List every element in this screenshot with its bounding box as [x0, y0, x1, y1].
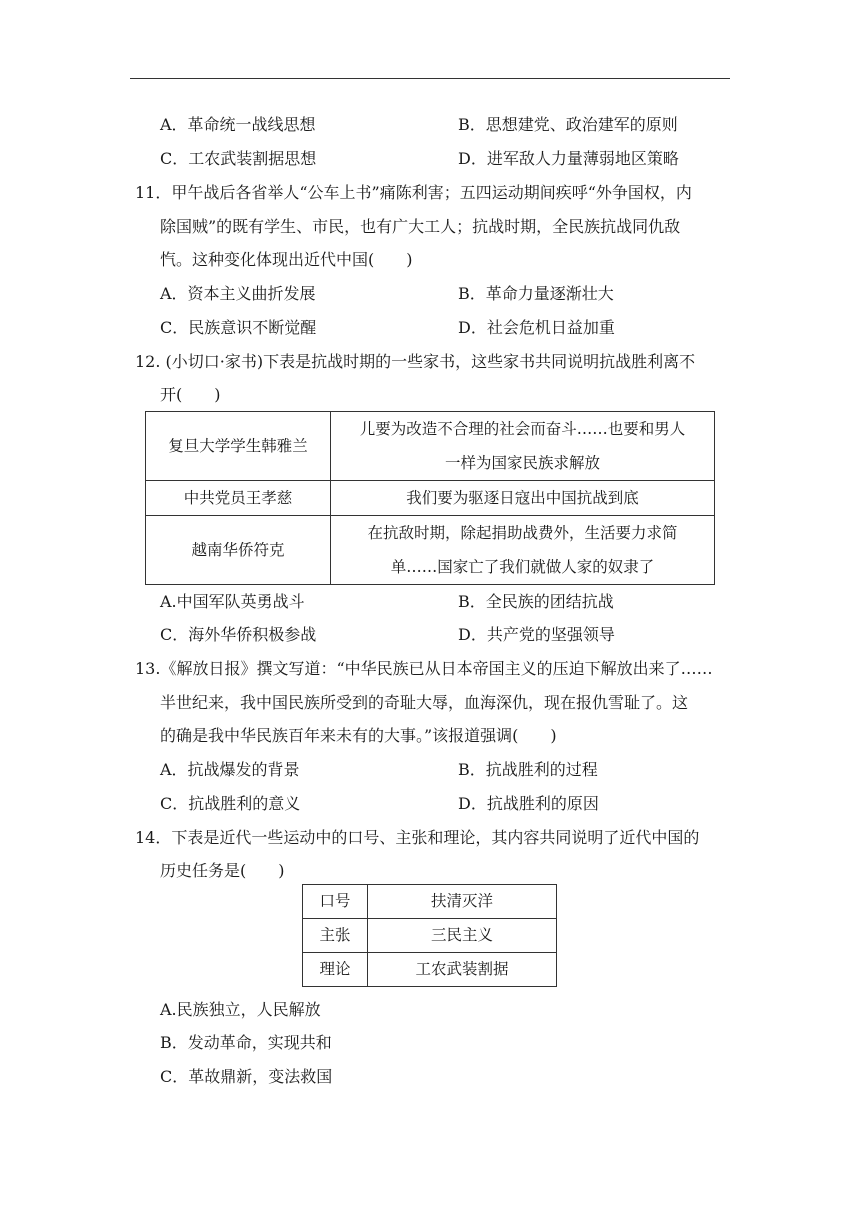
- q13-option-c[interactable]: C．抗战胜利的意义: [160, 794, 301, 813]
- q12-stem-line2: 开( ): [160, 385, 221, 404]
- q10-option-b[interactable]: B．思想建党、政治建军的原则: [458, 115, 678, 134]
- q12-option-b[interactable]: B．全民族的团结抗战: [458, 592, 614, 611]
- q14-slogans-table: [302, 884, 557, 987]
- letter-text-line2: 单……国家亡了我们就做人家的奴隶了: [390, 558, 655, 576]
- q11-stem-line3: 忾。这种变化体现出近代中国( ): [160, 250, 413, 269]
- q11-option-d[interactable]: D．社会危机日益加重: [458, 318, 615, 337]
- q14-stem-line2: 历史任务是( ): [160, 861, 285, 880]
- letter-content: [331, 412, 715, 481]
- q12-letters-table: [145, 411, 715, 585]
- row-key: 主张: [303, 919, 368, 953]
- letter-content: [331, 516, 715, 585]
- q13-option-a[interactable]: A．抗战爆发的背景: [160, 760, 300, 779]
- q12-stem-line1: 12. (小切口·家书)下表是抗战时期的一些家书，这些家书共同说明抗战胜利离不: [135, 352, 696, 371]
- letter-author: 中共党员王孝慈: [146, 481, 331, 516]
- q14-option-b[interactable]: B．发动革命，实现共和: [160, 1033, 332, 1052]
- q13-option-b[interactable]: B．抗战胜利的过程: [458, 760, 598, 779]
- row-key: 口号: [303, 885, 368, 919]
- q12-option-d[interactable]: D．共产党的坚强领导: [458, 625, 615, 644]
- q11-stem-line2: 除国贼”的既有学生、市民，也有广大工人；抗战时期，全民族抗战同仇敌: [160, 217, 681, 236]
- q14-option-c[interactable]: C．革故鼎新，变法救国: [160, 1067, 333, 1086]
- q10-option-d[interactable]: D．进军敌人力量薄弱地区策略: [458, 149, 679, 168]
- q11-option-a[interactable]: A．资本主义曲折发展: [160, 284, 316, 303]
- q12-option-a[interactable]: A.中国军队英勇战斗: [160, 592, 305, 611]
- q13-stem-line3: 的确是我中华民族百年来未有的大事。”该报道强调( ): [160, 726, 557, 745]
- table-row: [303, 885, 557, 919]
- table-row: [303, 919, 557, 953]
- letter-content: 我们要为驱逐日寇出中国抗战到底: [331, 481, 715, 516]
- q12-option-c[interactable]: C．海外华侨积极参战: [160, 625, 317, 644]
- table-row: [146, 481, 715, 516]
- letter-text-line1: 儿要为改造不合理的社会而奋斗……也要和男人: [359, 420, 686, 438]
- letter-author: 越南华侨符克: [146, 516, 331, 585]
- q13-stem-line1: 13.《解放日报》撰文写道：“中华民族已从日本帝国主义的压迫下解放出来了……: [135, 659, 713, 678]
- q11-option-c[interactable]: C．民族意识不断觉醒: [160, 318, 317, 337]
- q10-option-c[interactable]: C．工农武装割据思想: [160, 149, 317, 168]
- table-row: [303, 953, 557, 987]
- letter-text-line1: 在抗敌时期，除起捐助战费外，生活要力求简: [367, 524, 678, 542]
- table-row: [146, 516, 715, 585]
- table-row: [146, 412, 715, 481]
- letter-author: 复旦大学学生韩雅兰: [146, 412, 331, 481]
- row-value: 扶清灭洋: [368, 885, 557, 919]
- q14-stem-line1: 14．下表是近代一些运动中的口号、主张和理论，其内容共同说明了近代中国的: [135, 828, 700, 847]
- q13-option-d[interactable]: D．抗战胜利的原因: [458, 794, 599, 813]
- header-rule: [130, 78, 730, 79]
- q11-stem-line1: 11．甲午战后各省举人“公车上书”痛陈利害；五四运动期间疾呼“外争国权，内: [135, 183, 692, 202]
- q11-option-b[interactable]: B．革命力量逐渐壮大: [458, 284, 614, 303]
- q10-option-a[interactable]: A．革命统一战线思想: [160, 115, 316, 134]
- q14-option-a[interactable]: A.民族独立，人民解放: [160, 1000, 321, 1019]
- letter-text-line2: 一样为国家民族求解放: [444, 454, 600, 472]
- row-value: 工农武装割据: [368, 953, 557, 987]
- q13-stem-line2: 半世纪来，我中国民族所受到的奇耻大辱，血海深仇，现在报仇雪耻了。这: [160, 693, 689, 712]
- row-key: 理论: [303, 953, 368, 987]
- row-value: 三民主义: [368, 919, 557, 953]
